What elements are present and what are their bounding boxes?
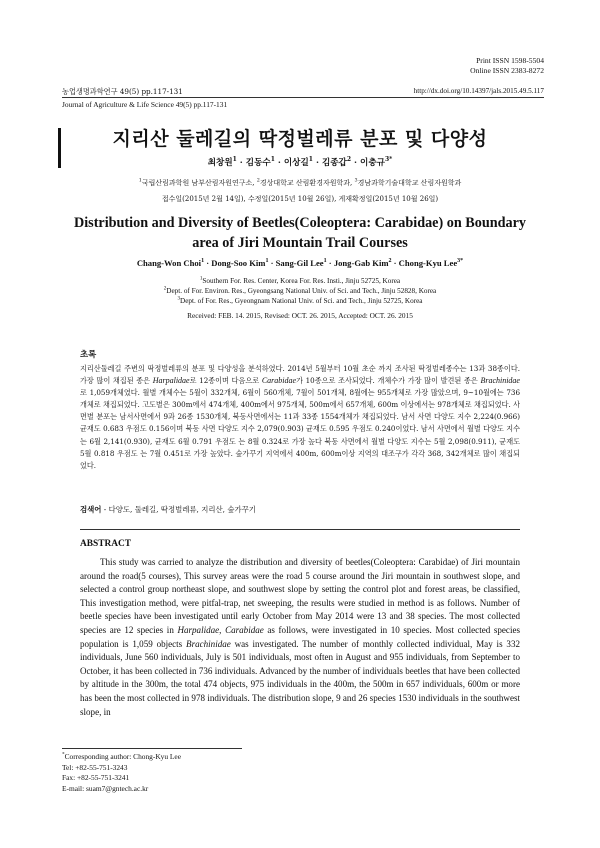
print-issn: Print ISSN 1598-5504 bbox=[476, 56, 544, 65]
author: 김동수 bbox=[245, 158, 271, 168]
abstract-english-body: This study was carried to analyze the distribution and diversity of beetles(Coleoptera: Carabidae) of Jiri mountain around the road(5 courses), This survey areas were the road 5 course around the Jiri mountain in southwest slope, and selected a control group northeast slope, and southwest slope by setting the control plot and forest areas, be classified, This investigation method, were pitfal-trap, net sweeping, the results were studied in method is as follows. Number of beetle species have been investigated until early October from May 2014 were 13 and 38 species. The most collected species are 12 species in Harpalidae, Carabidae as follows, were investigated in 10 species. Most collected species population is 1,059 objects Brachinidae was investigated. The number of monthly collected individual, May is 332 individuals, June 560 individuals, July is 501 individuals, most often in August and 955 individuals, from September to October, it has been collected in 736 individuals. Advanced by the number of individuals beetles that have been collected by altitude in the 300m, the total 474 objects, 975 individuals in the 400m, the 500m in 657 individuals, 600m or more has been the most collected in 978 individuals. The distribution slope, 9 and 26 species 1530 individuals in the southwest slope, in bbox=[80, 557, 520, 717]
author: Chong-Kyu Lee bbox=[398, 258, 458, 268]
keywords-list: - 다양도, 둘레길, 딱정벌레류, 지리산, 숲가꾸기 bbox=[101, 505, 256, 514]
affiliation-english-2: $^2$Dept. of For. Environ. Res., Gyeongsang National Univ. of Sci. and Tech., Jinju 52828, Korea bbox=[163, 286, 437, 295]
header-divider bbox=[62, 97, 544, 98]
authors-korean: 최창원$^1$ · 김동수$^1$ · 이상길$^1$ · 김종갑$^2$ · 이충규$^{3*}$ bbox=[207, 156, 393, 168]
abstract-korean-body: 지리산둘레길 주변의 딱정벌레류의 분포 및 다양성을 분석하였다. 2014년 5월부터 10월 초순 까지 조사된 딱정벌레종수는 13과 38종이다. 가장 많이 채집된 종은 Harpalidae로 12종이며 다음으로 Carabidae가 10종으로 조사되었다. 개체수가 가장 많이 발견된 종은 Brachinidae로 1,059개체였다. 월별 개체수는 5월이 332개체, 6월이 560개체, 7월이 501개체, 8월에는 955개체로 가장 많았으며, 9~10월에는 736개체로 채집되었다. 고도별은 300m에서 474개체, 400m에서 975개체, 500m에서 657개체, 600m 이상에서는 978개체로 채집되었다. 사면별 분포는 남서사면에서 9과 26종 1530개체, 북동사면에서는 11과 33종 1554개체가 채집되었다. 남서 사면 다양도 지수 2,224(0.966) 균재도 0.683 우점도 0.156이며 북동 사면 다양도 지수 2,079(0.903) 균재도 0.595 우점도 0.240이었다. 남서 사면에서 월별 다양도 지수는 6월 2,141(0.930), 균재도 6월 0.791 우점도 는 8월 0.324로 가장 높다 북동 사면에서 월별 다양도 지수는 5월 2,098(0.911), 균재도 5월 0.818 우점도 는 7월 0.451로 가장 높았다. 숲가꾸기 지역에서 400m, 600m이상 지역의 대조구가 각각 368, 342개체로 많이 채집되었다. bbox=[80, 364, 520, 470]
author: 이충규 bbox=[360, 158, 385, 168]
keywords bbox=[80, 504, 520, 515]
keywords-label: 검색어 bbox=[80, 505, 102, 514]
footnote-divider bbox=[62, 748, 242, 749]
authors-english: Chang-Won Choi$^1$ · Dong-Soo Kim$^1$ · Sang-Gil Lee$^1$ · Jong-Gab Kim$^2$ · Chong-Kyu Lee$^{3*}$ bbox=[136, 258, 464, 268]
abstract-divider bbox=[80, 529, 520, 530]
abstract-english-heading: ABSTRACT bbox=[80, 539, 132, 549]
abstract-korean-heading: 초록 bbox=[80, 349, 97, 359]
author: Jong-Gab Kim bbox=[333, 258, 389, 268]
author: Sang-Gil Lee bbox=[275, 258, 324, 268]
journal-en: Journal of Agriculture & Life Science 49(5) pp.117-131 bbox=[62, 100, 228, 109]
footnote-fax: Fax: +82-55-751-3241 bbox=[62, 773, 130, 782]
doi-link[interactable]: http://dx.doi.org/10.14397/jals.2015.49.5.117 bbox=[413, 87, 544, 95]
journal-ko: 농업생명과학연구 49(5) pp.117-131 bbox=[62, 87, 183, 96]
dates-english: Received: FEB. 14. 2015, Revised: OCT. 26. 2015, Accepted: OCT. 26. 2015 bbox=[187, 311, 413, 320]
affiliations-korean: $^1$국립산림과학원 남부산림자원연구소, $^2$경상대학교 산림환경자원학과, $^3$경남과학기술대학교 산림자원학과 bbox=[138, 177, 462, 187]
affiliation-english-1: $^1$Southern For. Res. Center, Korea For. Res. Insti., Jinju 52725, Korea bbox=[199, 276, 401, 285]
footnote-email[interactable]: E-mail: suam7@gntech.ac.kr bbox=[62, 783, 149, 793]
affiliation-english-3: $^3$Dept. of For. Res., Gyeongnam National Univ. of Sci. and Tech., Jinju 52725, Korea bbox=[177, 296, 423, 305]
author: 이상길 bbox=[283, 158, 309, 168]
issn-block bbox=[470, 56, 544, 76]
corresponding-author: *Corresponding author: Chong-Kyu Lee bbox=[62, 751, 181, 761]
author: 최창원 bbox=[207, 158, 233, 168]
footnote bbox=[62, 752, 181, 794]
title-english: Distribution and Diversity of Beetles(Coleoptera: Carabidae) on Boundary area of Jiri Mountain Trail Courses bbox=[73, 215, 526, 251]
dates-korean: 접수일(2015년 2월 14일), 수정일(2015년 10월 26일), 게재확정일(2015년 10월 26일) bbox=[161, 195, 439, 203]
author: Dong-Soo Kim bbox=[211, 258, 266, 268]
author: 김종갑 bbox=[321, 158, 347, 168]
footnote-tel: Tel: +82-55-751-3243 bbox=[62, 762, 128, 772]
author: Chang-Won Choi bbox=[136, 258, 202, 268]
title-korean: 지리산 둘레길의 딱정벌레류 분포 및 다양성 bbox=[112, 128, 488, 150]
online-issn: Online ISSN 2383-8272 bbox=[470, 66, 544, 75]
